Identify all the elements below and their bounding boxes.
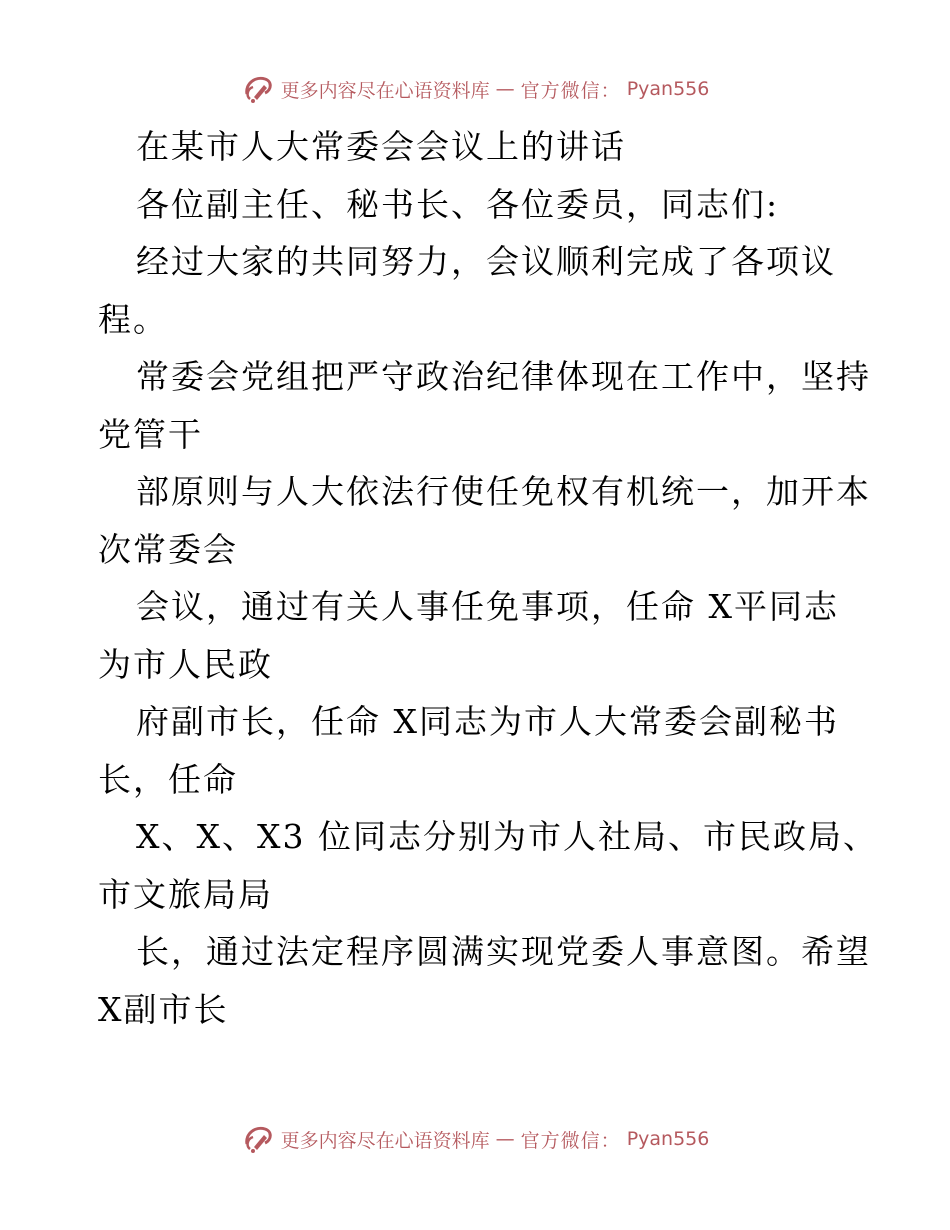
wechat-label: 官方微信： bbox=[520, 1129, 621, 1152]
text-line: 市文旅局局 bbox=[98, 874, 273, 914]
text-line: 在某市人大常委会会议上的讲话 bbox=[136, 127, 626, 166]
text-line: 长，通过法定程序圆满实现党委人事意图。希望 bbox=[136, 932, 871, 971]
site-text: 更多内容尽在心语资料库 bbox=[280, 1129, 490, 1152]
text-line: 程。 bbox=[98, 299, 168, 339]
wechat-account: Pyan556 bbox=[626, 78, 710, 100]
text-line: 次常委会 bbox=[98, 529, 238, 569]
text-line: 党管干 bbox=[98, 414, 203, 454]
wechat-account: Pyan556 bbox=[626, 1128, 710, 1150]
text-line: 各位副主任、秘书长、各位委员，同志们: bbox=[136, 184, 780, 224]
text-line: 常委会党组把严守政治纪律体现在工作中，坚持 bbox=[136, 357, 871, 396]
document-body bbox=[98, 118, 878, 1038]
red-pen-swirl-icon bbox=[241, 72, 275, 106]
text-line: X、X、X3 位同志分别为市人社局、市民政局、 bbox=[136, 817, 878, 856]
banner-separator: — bbox=[495, 1128, 515, 1150]
text-line: 长，任命 bbox=[98, 759, 238, 799]
text-line: 经过大家的共同努力，会议顺利完成了各项议 bbox=[136, 242, 836, 281]
text-line: 会议，通过有关人事任免事项，任命 X平同志 bbox=[136, 587, 839, 626]
red-pen-swirl-icon bbox=[241, 1122, 275, 1156]
text-line: X副市长 bbox=[98, 989, 229, 1029]
text-line: 部原则与人大依法行使任免权有机统一，加开本 bbox=[136, 472, 871, 511]
banner-separator: — bbox=[495, 78, 515, 100]
wechat-label: 官方微信： bbox=[520, 79, 621, 102]
header-banner bbox=[0, 72, 950, 106]
footer-banner bbox=[0, 1122, 950, 1156]
text-line: 为市人民政 bbox=[98, 644, 273, 684]
text-line: 府副市长，任命 X同志为市人大常委会副秘书 bbox=[136, 702, 839, 741]
site-text: 更多内容尽在心语资料库 bbox=[280, 79, 490, 102]
